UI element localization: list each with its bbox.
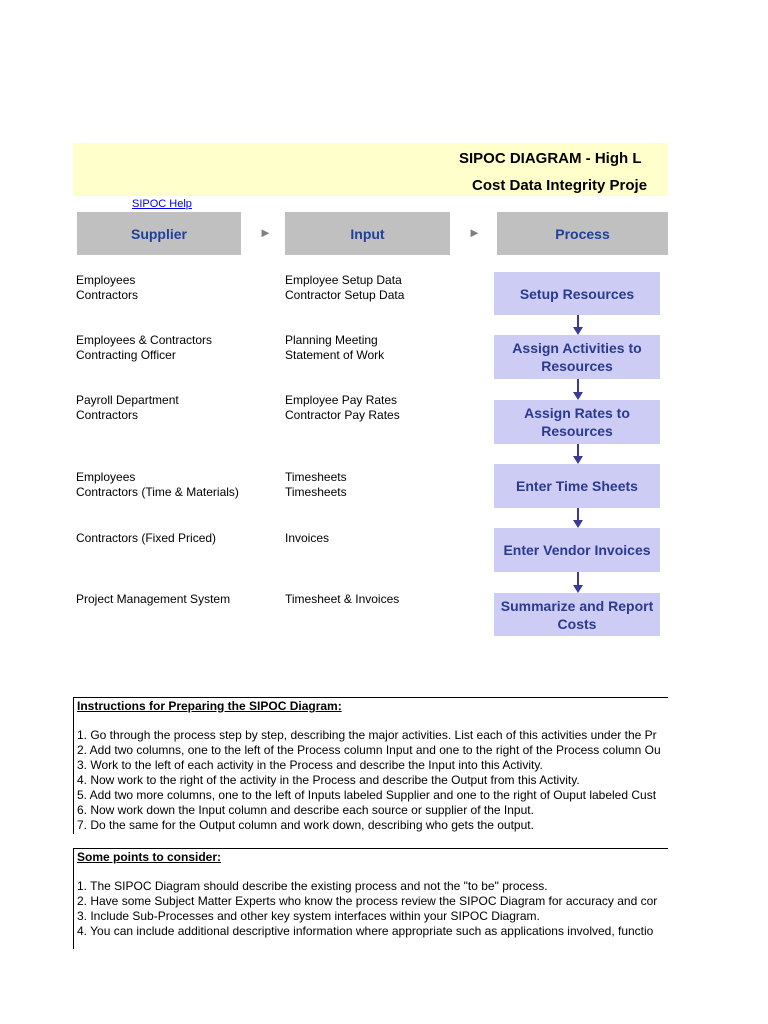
point-line: 3. Include Sub-Processes and other key system interfaces within your SIPOC Diagram. (77, 909, 540, 923)
instruction-line: 4. Now work to the right of the activity in the Process and describe the Output from this Activity. (77, 773, 580, 787)
supplier-cell (76, 592, 230, 607)
supplier-text: Contracting Officer (76, 348, 176, 362)
input-cell (285, 273, 404, 303)
process-step-summarize-report: Summarize and Report Costs (494, 593, 660, 636)
instruction-line: 5. Add two more columns, one to the left of Inputs labeled Supplier and one to the right of Ouput labeled Cust (77, 788, 657, 802)
flow-arrow-icon (572, 444, 584, 464)
supplier-text: Employees (76, 470, 136, 484)
point-line: 4. You can include additional descriptive information where appropriate such as applications involved, functio (77, 924, 654, 938)
input-cell (285, 393, 400, 423)
supplier-cell (76, 333, 212, 363)
input-text: Statement of Work (285, 348, 385, 362)
supplier-text: Employees & Contractors (76, 333, 213, 347)
flow-arrow-icon (572, 379, 584, 400)
instruction-line: 7. Do the same for the Output column and work down, describing who gets the output. (77, 818, 534, 832)
flow-arrow-icon (572, 315, 584, 335)
sipoc-help-link[interactable]: SIPOC Help (132, 198, 192, 210)
instructions-box (73, 697, 668, 834)
points-heading: Some points to consider: (77, 850, 222, 864)
instruction-line: 1. Go through the process step by step, describing the major activities. List each of this activities under the Pr (77, 728, 657, 742)
input-text: Employee Pay Rates (285, 393, 398, 407)
sipoc-sheet (73, 0, 668, 1024)
instructions-heading: Instructions for Preparing the SIPOC Diagram: (77, 699, 342, 713)
process-column-header: Process (497, 212, 668, 255)
instruction-line: 3. Work to the left of each activity in the Process and describe the Input into this Activity. (77, 758, 543, 772)
instruction-line: 6. Now work down the Input column and describe each source or supplier of the Input. (77, 803, 534, 817)
process-step-enter-time-sheets: Enter Time Sheets (494, 464, 660, 508)
process-step-setup-resources: Setup Resources (494, 272, 660, 315)
sipoc-title: SIPOC DIAGRAM - High L (459, 150, 642, 167)
supplier-cell (76, 470, 239, 500)
supplier-cell (76, 393, 179, 423)
supplier-column-header: Supplier (77, 212, 241, 255)
input-cell (285, 333, 384, 363)
input-text: Employee Setup Data (285, 273, 402, 287)
points-box (73, 848, 668, 949)
supplier-cell (76, 531, 216, 546)
flow-arrow-icon (572, 572, 584, 593)
instruction-line: 2. Add two columns, one to the left of the Process column Input and one to the right of the Process column Ou (77, 743, 661, 757)
point-line: 2. Have some Subject Matter Experts who know the process review the SIPOC Diagram for accuracy and cor (77, 894, 658, 908)
process-step-enter-vendor-invoices: Enter Vendor Invoices (494, 528, 660, 572)
supplier-text: Employees (76, 273, 136, 287)
process-step-assign-rates: Assign Rates to Resources (494, 400, 660, 444)
supplier-text: Contractors (76, 288, 139, 302)
input-text: Planning Meeting (285, 333, 378, 347)
input-cell (285, 592, 399, 607)
input-text: Invoices (285, 531, 330, 545)
project-title: Cost Data Integrity Proje (472, 177, 648, 194)
supplier-text: Contractors (Time & Materials) (76, 485, 239, 499)
header-arrow-icon: ► (259, 225, 272, 240)
header-arrow-icon: ► (468, 225, 481, 240)
input-text: Timesheets (285, 485, 347, 499)
input-text: Contractor Setup Data (285, 288, 405, 302)
point-line: 1. The SIPOC Diagram should describe the existing process and not the "to be" process. (77, 879, 548, 893)
input-text: Timesheets (285, 470, 347, 484)
supplier-cell (76, 273, 138, 303)
input-text: Timesheet & Invoices (285, 592, 400, 606)
process-step-assign-activities: Assign Activities to Resources (494, 335, 660, 379)
input-cell (285, 470, 347, 500)
supplier-text: Payroll Department (76, 393, 179, 407)
supplier-text: Contractors (Fixed Priced) (76, 531, 217, 545)
input-cell (285, 531, 329, 546)
supplier-text: Contractors (76, 408, 139, 422)
flow-arrow-icon (572, 508, 584, 528)
supplier-text: Project Management System (76, 592, 231, 606)
input-column-header: Input (285, 212, 450, 255)
input-text: Contractor Pay Rates (285, 408, 400, 422)
